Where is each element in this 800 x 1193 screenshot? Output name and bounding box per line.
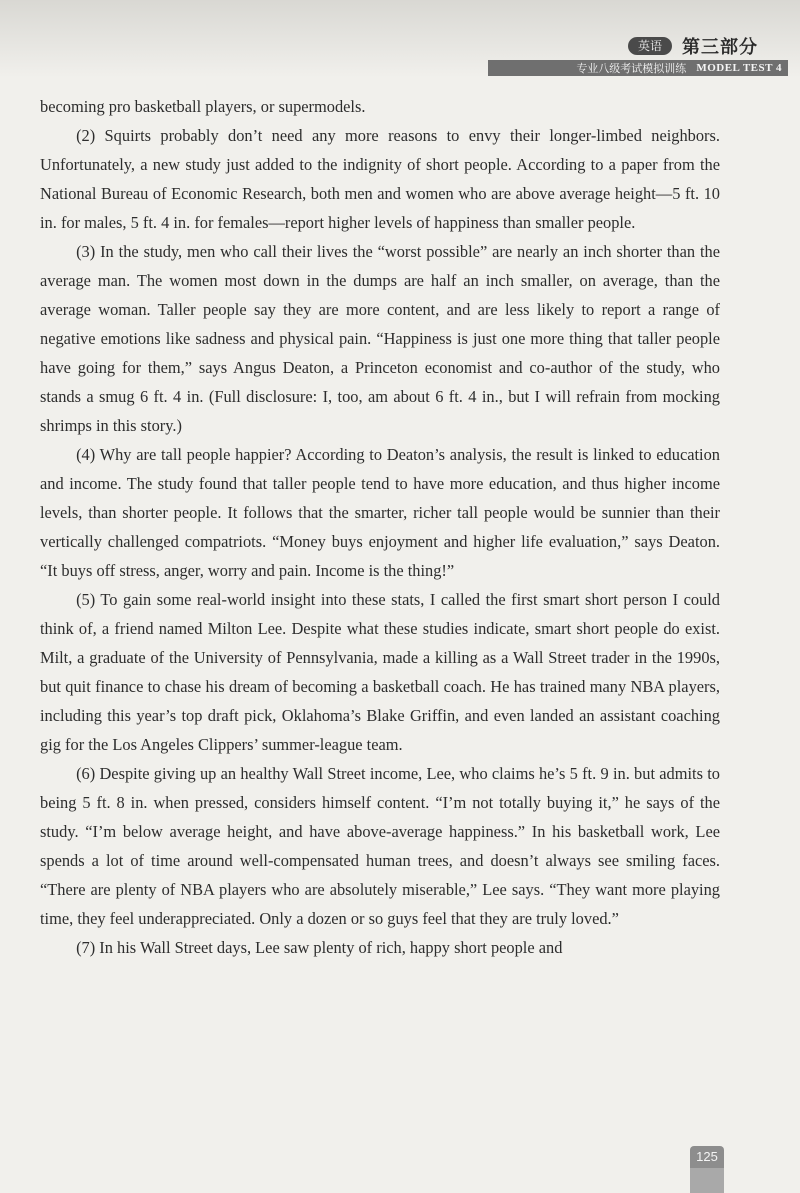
paragraph-3: (3) In the study, men who call their lives the “worst possible” are nearly an inch shorter than the average man. The women most down in the dumps are half an inch smaller, on average, than the average woman. Taller people say they are more content, and are less likely to report a range of negative emotions like sadness and physical pain. “Happiness is just one more thing that taller people have going for them,” says Angus Deaton, a Princeton economist and co-author of the study, who stands a smug 6 ft. 4 in. (Full disclosure: I, too, am about 6 ft. 4 in., but I will refrain from mocking shrimps in this story.) [40, 242, 720, 435]
subject-badge: 英语 [628, 37, 672, 55]
paragraph-2: (2) Squirts probably don’t need any more reasons to envy their longer-limbed neighbors. Unfortunately, a new study just added to the indignity of short people. According to a paper from the National Bureau of Economic Research, both men and women who are above average height—5 ft. 10 in. for males, 5 ft. 4 in. for females—report higher levels of happiness than smaller people. [40, 126, 720, 232]
header-bar [488, 60, 788, 76]
series-name: 专业八级考试模拟训练 [576, 62, 687, 75]
running-header [488, 34, 788, 78]
paragraph-6: (6) Despite giving up an healthy Wall Street income, Lee, who claims he’s 5 ft. 9 in. but admits to being 5 ft. 8 in. when pressed, considers himself content. “I’m not totally buying it,” he says of the study. “I’m below average height, and have above-average happiness.” In his basketball work, Lee spends a lot of time around well-compensated human trees, and doesn’t always see smiling faces. “There are plenty of NBA players who are absolutely miserable,” Lee says. “They want more playing time, they feel underappreciated. Only a dozen or so guys feel that they are truly loved.” [40, 764, 720, 928]
test-label: MODEL TEST 4 [696, 62, 782, 74]
article-body [40, 92, 720, 962]
paragraph-continuation: becoming pro basketball players, or supermodels. [40, 97, 366, 116]
header-top-row [628, 34, 788, 58]
part-title: 第三部分 [682, 37, 758, 58]
paragraph-5: (5) To gain some real-world insight into these stats, I called the first smart short person I could think of, a friend named Milton Lee. Despite what these studies indicate, smart short people do exist. Milt, a graduate of the University of Pennsylvania, made a killing as a Wall Street trader in the 1990s, but quit finance to chase his dream of becoming a basketball coach. He has trained many NBA players, including this year’s top draft pick, Oklahoma’s Blake Griffin, and even landed an assistant coaching gig for the Los Angeles Clippers’ summer-league team. [40, 590, 720, 754]
page-number-strip [690, 1168, 724, 1193]
paragraph-4: (4) Why are tall people happier? According to Deaton’s analysis, the result is linked to education and income. The study found that taller people tend to have more education, and thus higher income levels, than shorter people. It follows that the smarter, richer tall people would be sunnier than their vertically challenged compatriots. “Money buys enjoyment and higher life evaluation,” says Deaton. “It buys off stress, anger, worry and pain. Income is the thing!” [40, 445, 720, 580]
page-number: 125 [690, 1146, 724, 1168]
paragraph-7: (7) In his Wall Street days, Lee saw plenty of rich, happy short people and [76, 938, 563, 957]
